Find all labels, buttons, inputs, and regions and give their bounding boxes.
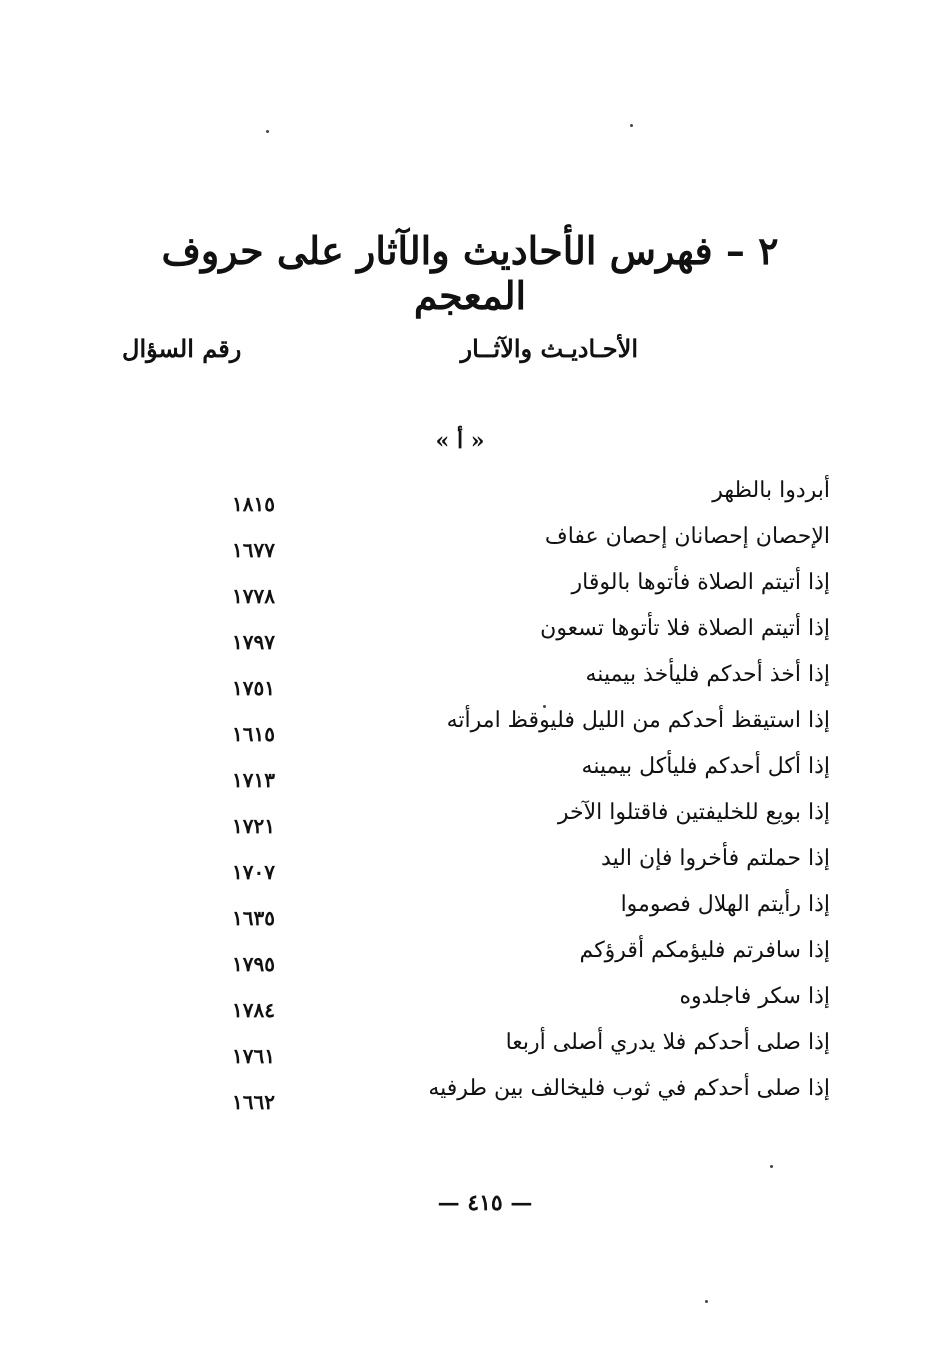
question-number: ١٧٧٨: [232, 584, 275, 608]
question-number: ١٧٥١: [232, 676, 275, 700]
question-number: ١٧١٣: [232, 768, 275, 792]
list-item: [0, 1030, 944, 1076]
hadith-text: إذا صلى أحدكم فلا يدري أصلى أربعا: [505, 1030, 830, 1055]
scan-speck: [770, 1165, 773, 1168]
list-item: [0, 984, 944, 1030]
hadith-text: إذا بويع للخليفتين فاقتلوا الآخر: [557, 800, 830, 825]
hadith-column-header: الأحـاديـث والآثــار: [460, 334, 638, 363]
scan-speck: [543, 705, 546, 708]
hadith-text: إذا أكل أحدكم فليأكل بيمينه: [581, 754, 830, 779]
list-item: [0, 800, 944, 846]
hadith-text: إذا حملتم فأخروا فإن اليد: [601, 846, 830, 871]
question-number: ١٧٠٧: [232, 860, 275, 884]
list-item: [0, 616, 944, 662]
list-item: [0, 708, 944, 754]
list-item: [0, 570, 944, 616]
question-number: ١٧٩٧: [232, 630, 275, 654]
list-item: [0, 892, 944, 938]
hadith-text: إذا أتيتم الصلاة فأتوها بالوقار: [571, 570, 830, 595]
hadith-text: إذا أخذ أحدكم فليأخذ بيمينه: [585, 662, 830, 687]
hadith-text: أبردوا بالظهر: [712, 478, 830, 503]
hadith-text: إذا سافرتم فليؤمكم أقرؤكم: [579, 938, 830, 963]
question-number-column-header: رقم السؤال: [122, 334, 242, 363]
list-item: [0, 938, 944, 984]
list-item: [0, 846, 944, 892]
list-item: [0, 754, 944, 800]
question-number: ١٧٨٤: [232, 998, 275, 1022]
hadith-text: الإحصان إحصانان إحصان عفاف: [544, 524, 830, 549]
hadith-text: إذا صلى أحدكم في ثوب فليخالف بين طرفيه: [428, 1076, 830, 1101]
page-number: — ٤١٥ —: [437, 1190, 533, 1216]
question-number: ١٦١٥: [232, 722, 275, 746]
list-item: [0, 1076, 944, 1122]
question-number: ١٧٩٥: [232, 952, 275, 976]
list-item: [0, 478, 944, 524]
scan-speck: [266, 130, 269, 133]
question-number: ١٦٧٧: [232, 538, 275, 562]
hadith-text: إذا رأيتم الهلال فصوموا: [620, 892, 830, 917]
question-number: ١٧٢١: [232, 814, 275, 838]
list-item: [0, 524, 944, 570]
hadith-text: إذا استيقظ أحدكم من الليل فليوقظ امرأته: [446, 708, 830, 733]
list-item: [0, 662, 944, 708]
question-number: ١٧٦١: [232, 1044, 275, 1068]
question-number: ١٨١٥: [232, 492, 275, 516]
page-title: ٢ – فهرس الأحاديث والآثار على حروف المعجم: [161, 228, 779, 318]
section-letter-heading: « أ »: [435, 428, 485, 454]
hadith-text: إذا أتيتم الصلاة فلا تأتوها تسعون: [540, 616, 830, 641]
question-number: ١٦٦٢: [232, 1090, 275, 1114]
scan-speck: [705, 1300, 708, 1303]
hadith-text: إذا سكر فاجلدوه: [679, 984, 830, 1009]
question-number: ١٦٣٥: [232, 906, 275, 930]
scan-speck: [630, 124, 633, 127]
